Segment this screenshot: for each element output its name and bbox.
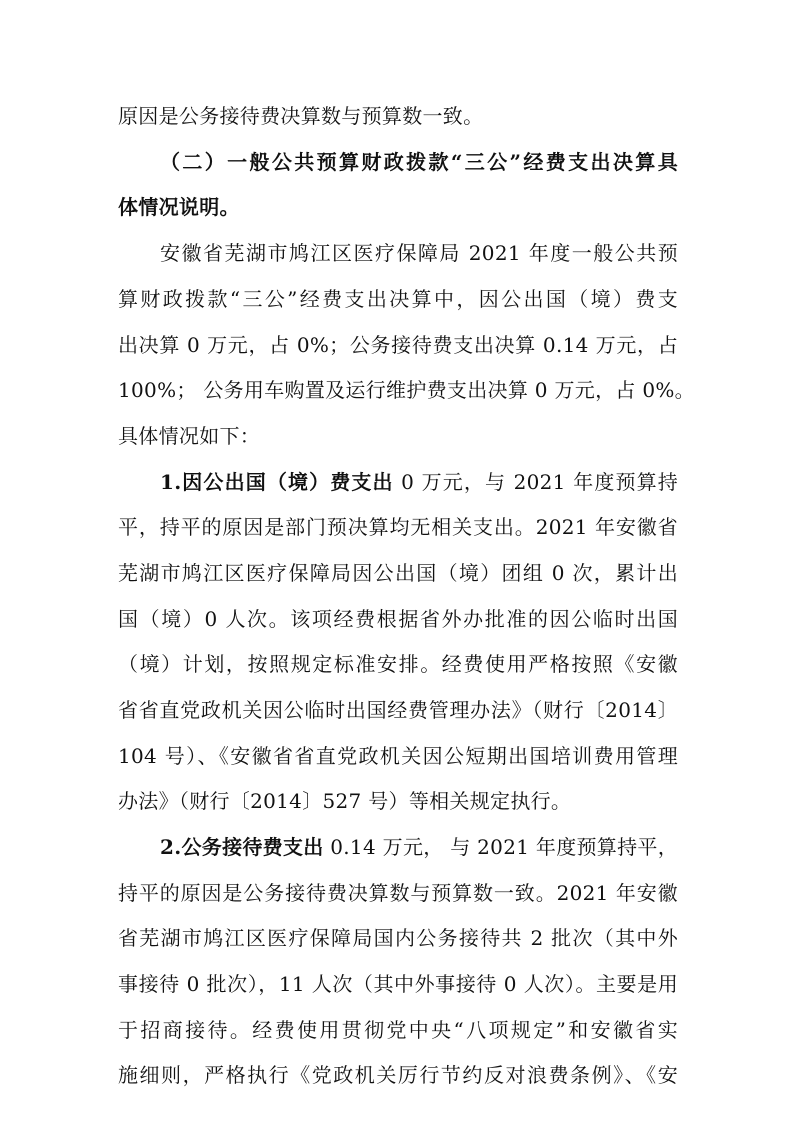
paragraph-line: 出决算 0 万元，占 0%；公务接待费支出决算 0.14 万元，占: [118, 333, 678, 357]
paragraph-line: 于招商接待。经费使用贯彻党中央“八项规定”和安徽省实: [118, 1018, 678, 1042]
section-heading: （二）一般公共预算财政拨款“三公”经费支出决算具: [160, 150, 678, 174]
paragraph-line: 芜湖市鸠江区医疗保障局因公出国（境）团组 0 次，累计出: [118, 561, 678, 585]
paragraph-line: 算财政拨款“三公”经费支出决算中，因公出国（境）费支: [118, 287, 678, 311]
paragraph-line: 平，持平的原因是部门预决算均无相关支出。2021 年安徽省: [118, 515, 678, 539]
paragraph-line: 原因是公务接待费决算数与预算数一致。: [118, 104, 484, 128]
item-1-line: [160, 468, 678, 496]
paragraph-line: 事接待 0 批次），11 人次（其中外事接待 0 人次）。主要是用: [118, 972, 678, 996]
paragraph-line: 104 号）、《安徽省省直党政机关因公短期出国培训费用管理: [118, 744, 678, 768]
paragraph-line: 施细则，严格执行《党政机关厉行节约反对浪费条例》、《安: [118, 1063, 678, 1087]
paragraph-line: （境）计划，按照规定标准安排。经费使用严格按照《安徽: [118, 652, 678, 676]
paragraph-line: 办法》（财行〔2014〕527 号）等相关规定执行。: [118, 789, 572, 813]
item-1-heading: 1.因公出国（境）费支出: [160, 470, 394, 494]
paragraph-line: 国（境）0 人次。该项经费根据省外办批准的因公临时出国: [118, 607, 678, 631]
paragraph-line: 省芜湖市鸠江区医疗保障局国内公务接待共 2 批次（其中外: [118, 926, 678, 950]
item-2-heading: 2.公务接待费支出: [160, 835, 324, 859]
section-heading-continued: 体情况说明。: [118, 195, 240, 219]
paragraph-line: 具体情况如下：: [118, 424, 261, 448]
paragraph-line: 100%； 公务用车购置及运行维护费支出决算 0 万元，占 0%。: [118, 378, 695, 402]
paragraph-line: 安徽省芜湖市鸠江区医疗保障局 2021 年度一般公共预: [160, 241, 678, 265]
paragraph-line: 持平的原因是公务接待费决算数与预算数一致。2021 年安徽: [118, 881, 678, 905]
item-2-line: [160, 833, 678, 861]
paragraph-line: 省省直党政机关因公临时出国经费管理办法》（财行〔2014〕: [118, 698, 678, 722]
item-1-text: 0 万元，与 2021 年度预算持: [393, 470, 679, 494]
item-2-text: 0.14 万元， 与 2021 年度预算持平，: [323, 835, 679, 859]
